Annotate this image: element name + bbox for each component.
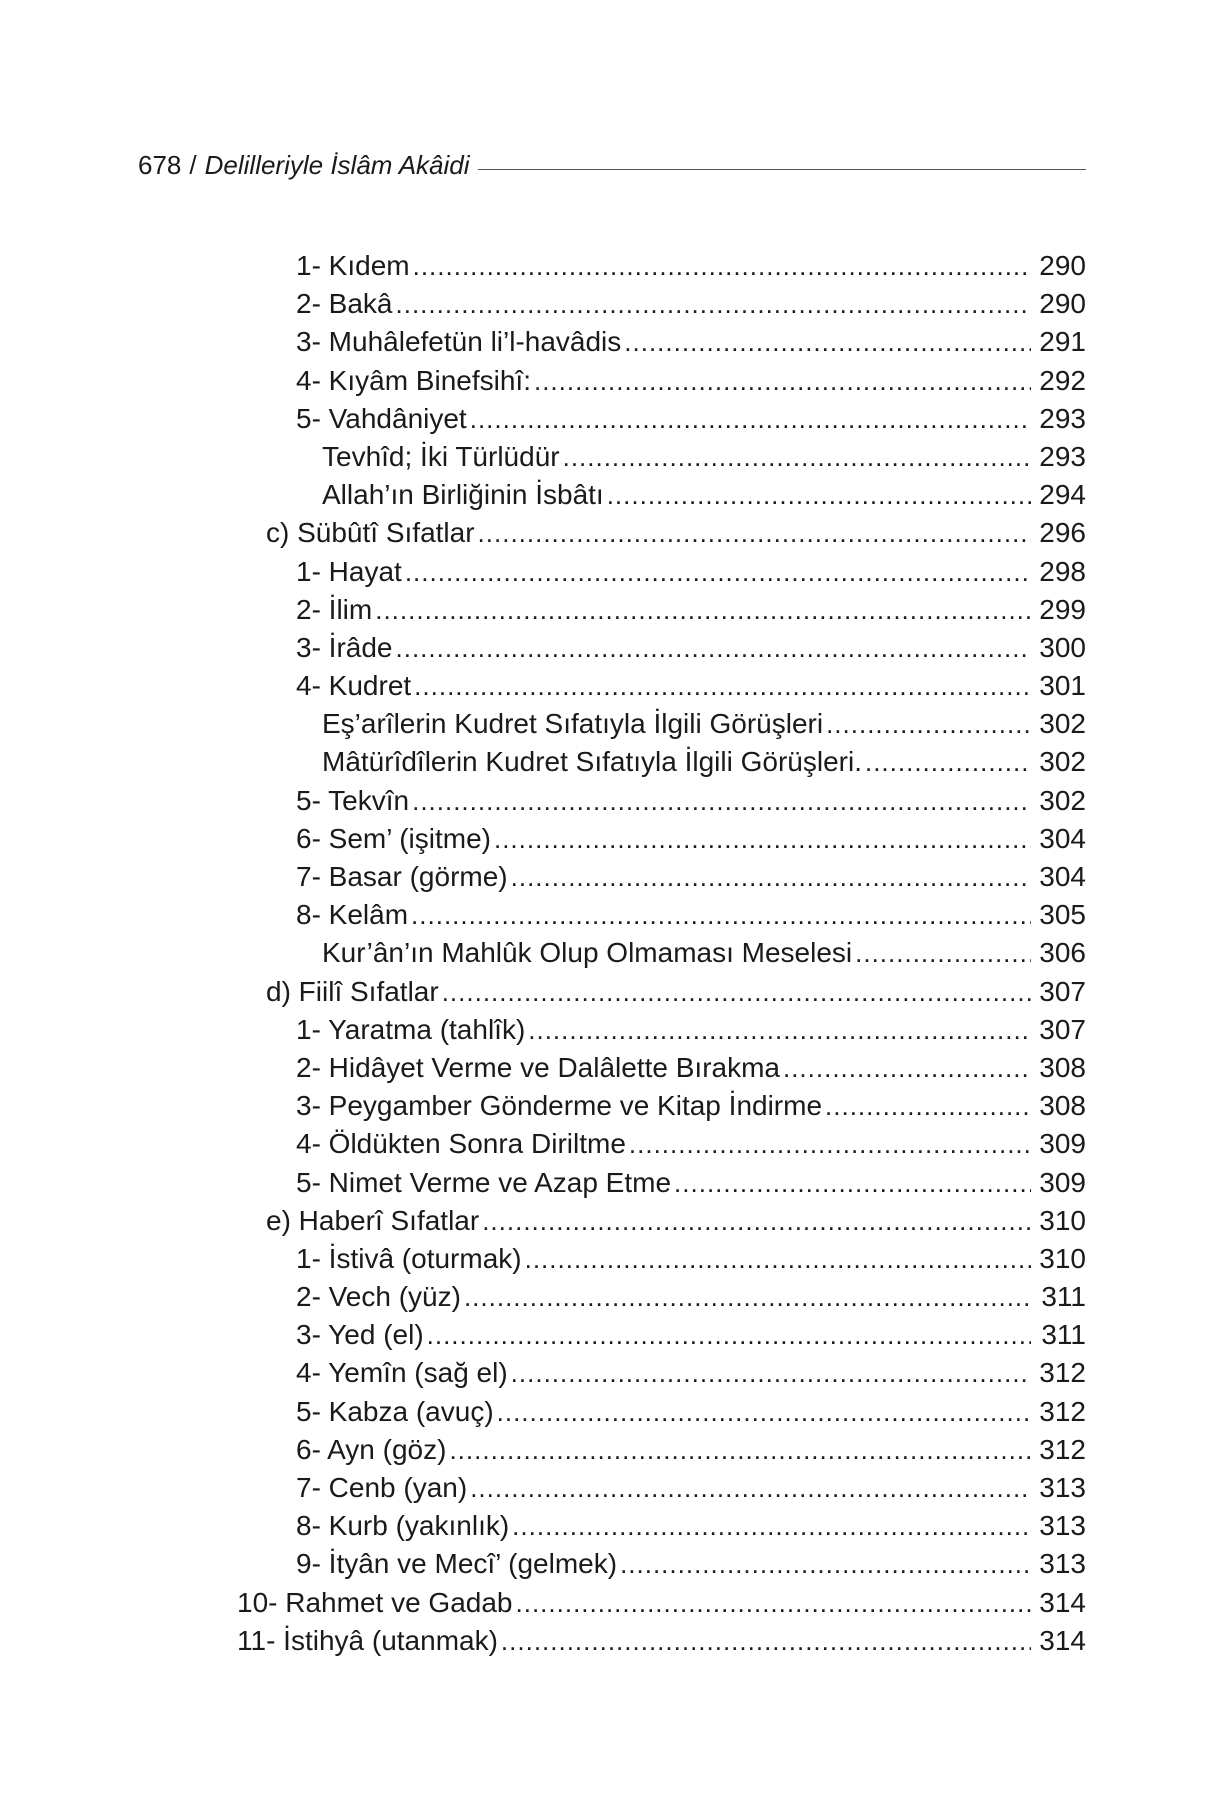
toc-entry-title: 2- İlim xyxy=(296,593,373,625)
toc-leader-dots xyxy=(674,1164,1031,1202)
toc-entry-page: 302 xyxy=(1039,746,1086,778)
toc-entry xyxy=(0,1049,1221,1087)
toc-entry xyxy=(0,820,1221,858)
toc-entry-page: 312 xyxy=(1039,1357,1086,1389)
toc-entry xyxy=(0,438,1221,476)
toc-entry-page: 290 xyxy=(1039,250,1086,281)
toc-entry-title: Eş’arîlerin Kudret Sıfatıyla İlgili Görüşleri xyxy=(322,708,824,740)
toc-entry-page: 305 xyxy=(1039,899,1086,931)
toc-entry-page: 304 xyxy=(1039,861,1086,892)
toc-leader-dots xyxy=(512,1507,1031,1545)
toc-entry-page: 307 xyxy=(1039,1013,1086,1045)
toc-entry-page: 313 xyxy=(1039,1472,1086,1503)
toc-entry-title: 1- Hayat xyxy=(296,555,402,587)
toc-entry xyxy=(0,1469,1221,1507)
toc-entry xyxy=(0,1202,1221,1240)
toc-leader-dots xyxy=(825,1087,1031,1125)
toc-leader-dots xyxy=(511,1354,1031,1392)
toc-entry-page: 293 xyxy=(1039,402,1086,434)
toc-leader-dots xyxy=(620,1545,1031,1583)
toc-entry xyxy=(0,591,1221,629)
toc-leader-dots xyxy=(563,438,1031,476)
toc-entry-title: 3- Muhâlefetün li’l-havâdis xyxy=(296,326,622,358)
toc-entry-page: 308 xyxy=(1039,1051,1086,1083)
toc-entry-title: 3- Peygamber Gönderme ve Kitap İndirme xyxy=(296,1090,823,1122)
toc-entry xyxy=(0,285,1221,323)
toc-leader-dots xyxy=(427,1316,1031,1354)
toc-leader-dots xyxy=(470,400,1031,438)
toc-entry-title: 3- Yed (el) xyxy=(296,1319,424,1351)
toc-entry xyxy=(0,400,1221,438)
toc-entry-page: 309 xyxy=(1039,1128,1086,1160)
toc-entry xyxy=(0,476,1221,514)
toc-entry xyxy=(0,1011,1221,1049)
toc-entry-title: 11- İstihyâ (utanmak) xyxy=(237,1624,498,1656)
toc-entry-page: 313 xyxy=(1039,1548,1086,1580)
toc-entry xyxy=(0,362,1221,400)
toc-entry-title: Tevhîd; İki Türlüdür xyxy=(322,440,560,472)
toc-entry-title: 8- Kurb (yakınlık) xyxy=(296,1510,510,1542)
toc-entry-page: 290 xyxy=(1039,288,1086,320)
toc-leader-dots xyxy=(396,285,1032,323)
toc-entry xyxy=(0,323,1221,361)
toc-entry xyxy=(0,1164,1221,1202)
toc-entry-page: 296 xyxy=(1039,517,1086,549)
toc-entry-title: 9- İtyân ve Mecî’ (gelmek) xyxy=(296,1548,618,1580)
toc-entry-title: 1- İstivâ (oturmak) xyxy=(296,1242,522,1274)
toc-leader-dots xyxy=(494,820,1031,858)
toc-leader-dots xyxy=(470,1469,1031,1507)
toc-entry-title: 5- Tekvîn xyxy=(296,784,410,816)
table-of-contents xyxy=(0,247,1221,1660)
book-title: Delilleriyle İslâm Akâidi xyxy=(204,150,470,180)
toc-entry-page: 312 xyxy=(1039,1395,1086,1427)
toc-leader-dots xyxy=(501,1622,1031,1660)
toc-leader-dots xyxy=(396,629,1032,667)
page-number: 678 xyxy=(138,150,182,180)
toc-entry-page: 311 xyxy=(1041,1281,1086,1313)
toc-entry-page: 314 xyxy=(1039,1586,1086,1618)
toc-entry-page: 313 xyxy=(1039,1510,1086,1542)
toc-entry-page: 314 xyxy=(1039,1624,1086,1656)
toc-leader-dots xyxy=(375,591,1031,629)
toc-entry xyxy=(0,1240,1221,1278)
toc-entry xyxy=(0,1431,1221,1469)
toc-entry-page: 307 xyxy=(1039,975,1086,1007)
toc-entry xyxy=(0,1354,1221,1392)
toc-entry xyxy=(0,896,1221,934)
toc-leader-dots xyxy=(516,1584,1032,1622)
toc-entry xyxy=(0,1278,1221,1316)
toc-leader-dots xyxy=(783,1049,1031,1087)
toc-leader-dots xyxy=(528,1011,1031,1049)
toc-entry-title: 5- Kabza (avuç) xyxy=(296,1395,494,1427)
toc-entry-page: 293 xyxy=(1039,440,1086,472)
toc-entry-page: 306 xyxy=(1039,937,1086,969)
toc-entry-title: 2- Bakâ xyxy=(296,288,393,320)
toc-entry xyxy=(0,1584,1221,1622)
toc-entry-page: 300 xyxy=(1039,631,1086,663)
header-rule xyxy=(478,169,1086,170)
toc-leader-dots xyxy=(624,323,1031,361)
toc-entry-title: 7- Cenb (yan) xyxy=(296,1472,468,1503)
toc-leader-dots xyxy=(482,1202,1031,1240)
toc-entry-page: 298 xyxy=(1039,555,1086,587)
toc-entry-title: Mâtürîdîlerin Kudret Sıfatıyla İlgili Görüşleri. xyxy=(322,746,862,778)
toc-leader-dots xyxy=(412,782,1031,820)
toc-entry-page: 291 xyxy=(1039,326,1086,358)
toc-entry xyxy=(0,629,1221,667)
toc-entry-title: Allah’ın Birliğinin İsbâtı xyxy=(322,479,604,511)
toc-entry-title: 2- Hidâyet Verme ve Dalâlette Bırakma xyxy=(296,1051,780,1083)
toc-entry xyxy=(0,247,1221,285)
toc-entry-page: 302 xyxy=(1039,784,1086,816)
toc-entry xyxy=(0,973,1221,1011)
toc-entry-title: 1- Yaratma (tahlîk) xyxy=(296,1013,526,1045)
toc-entry-title: 6- Ayn (göz) xyxy=(296,1433,447,1465)
toc-leader-dots xyxy=(478,514,1031,552)
toc-entry-page: 311 xyxy=(1041,1319,1086,1351)
toc-leader-dots xyxy=(865,743,1031,781)
toc-entry-title: 4- Öldükten Sonra Diriltme xyxy=(296,1128,626,1160)
toc-entry xyxy=(0,1393,1221,1431)
toc-entry-page: 302 xyxy=(1039,708,1086,740)
toc-entry-page: 310 xyxy=(1039,1204,1086,1236)
toc-entry-page: 310 xyxy=(1039,1242,1086,1274)
toc-entry xyxy=(0,553,1221,591)
toc-entry-title: 3- İrâde xyxy=(296,631,393,663)
toc-entry xyxy=(0,514,1221,552)
toc-entry xyxy=(0,1545,1221,1583)
header-separator: / xyxy=(189,150,197,180)
toc-entry-page: 292 xyxy=(1039,364,1086,396)
toc-entry xyxy=(0,1507,1221,1545)
toc-entry xyxy=(0,782,1221,820)
toc-leader-dots xyxy=(411,896,1031,934)
toc-leader-dots xyxy=(414,667,1031,705)
toc-entry-title: 1- Kıdem xyxy=(296,250,410,281)
toc-entry-title: 7- Basar (görme) xyxy=(296,861,508,892)
toc-leader-dots xyxy=(629,1125,1031,1163)
toc-leader-dots xyxy=(511,858,1031,896)
toc-entry xyxy=(0,1125,1221,1163)
toc-entry-title: 4- Kıyâm Binefsihî: xyxy=(296,364,531,396)
toc-entry-title: 8- Kelâm xyxy=(296,899,409,931)
toc-entry-title: 6- Sem’ (işitme) xyxy=(296,822,491,854)
toc-entry xyxy=(0,858,1221,896)
toc-entry-title: 5- Nimet Verme ve Azap Etme xyxy=(296,1166,672,1198)
toc-entry xyxy=(0,743,1221,781)
toc-entry-title: Kur’ân’ın Mahlûk Olup Olmaması Meselesi xyxy=(322,937,853,969)
toc-leader-dots xyxy=(442,973,1031,1011)
toc-leader-dots xyxy=(413,247,1031,285)
toc-entry-title: d) Fiilî Sıfatlar xyxy=(266,975,439,1007)
toc-entry xyxy=(0,705,1221,743)
toc-entry-title: c) Sübûtî Sıfatlar xyxy=(266,517,475,549)
toc-leader-dots xyxy=(449,1431,1031,1469)
toc-entry-title: 10- Rahmet ve Gadab xyxy=(237,1586,513,1618)
toc-leader-dots xyxy=(525,1240,1031,1278)
toc-entry-title: 5- Vahdâniyet xyxy=(296,402,467,434)
toc-leader-dots xyxy=(464,1278,1031,1316)
toc-entry-page: 308 xyxy=(1039,1090,1086,1122)
toc-entry-title: 2- Vech (yüz) xyxy=(296,1281,461,1313)
toc-leader-dots xyxy=(826,705,1031,743)
toc-leader-dots xyxy=(497,1393,1031,1431)
toc-entry-page: 312 xyxy=(1039,1433,1086,1465)
toc-leader-dots xyxy=(855,934,1031,972)
toc-entry-title: 4- Yemîn (sağ el) xyxy=(296,1357,508,1389)
toc-entry-page: 294 xyxy=(1039,479,1086,511)
toc-entry-page: 301 xyxy=(1039,670,1086,702)
toc-entry xyxy=(0,667,1221,705)
toc-entry xyxy=(0,1316,1221,1354)
toc-entry-title: 4- Kudret xyxy=(296,670,412,702)
toc-entry-page: 299 xyxy=(1039,593,1086,625)
toc-leader-dots xyxy=(607,476,1031,514)
toc-entry-page: 309 xyxy=(1039,1166,1086,1198)
toc-entry xyxy=(0,1087,1221,1125)
toc-entry xyxy=(0,934,1221,972)
page-header xyxy=(138,138,1086,178)
toc-leader-dots xyxy=(405,553,1031,591)
toc-entry-title: e) Haberî Sıfatlar xyxy=(266,1204,480,1236)
toc-entry xyxy=(0,1622,1221,1660)
toc-leader-dots xyxy=(534,362,1031,400)
toc-entry-page: 304 xyxy=(1039,822,1086,854)
